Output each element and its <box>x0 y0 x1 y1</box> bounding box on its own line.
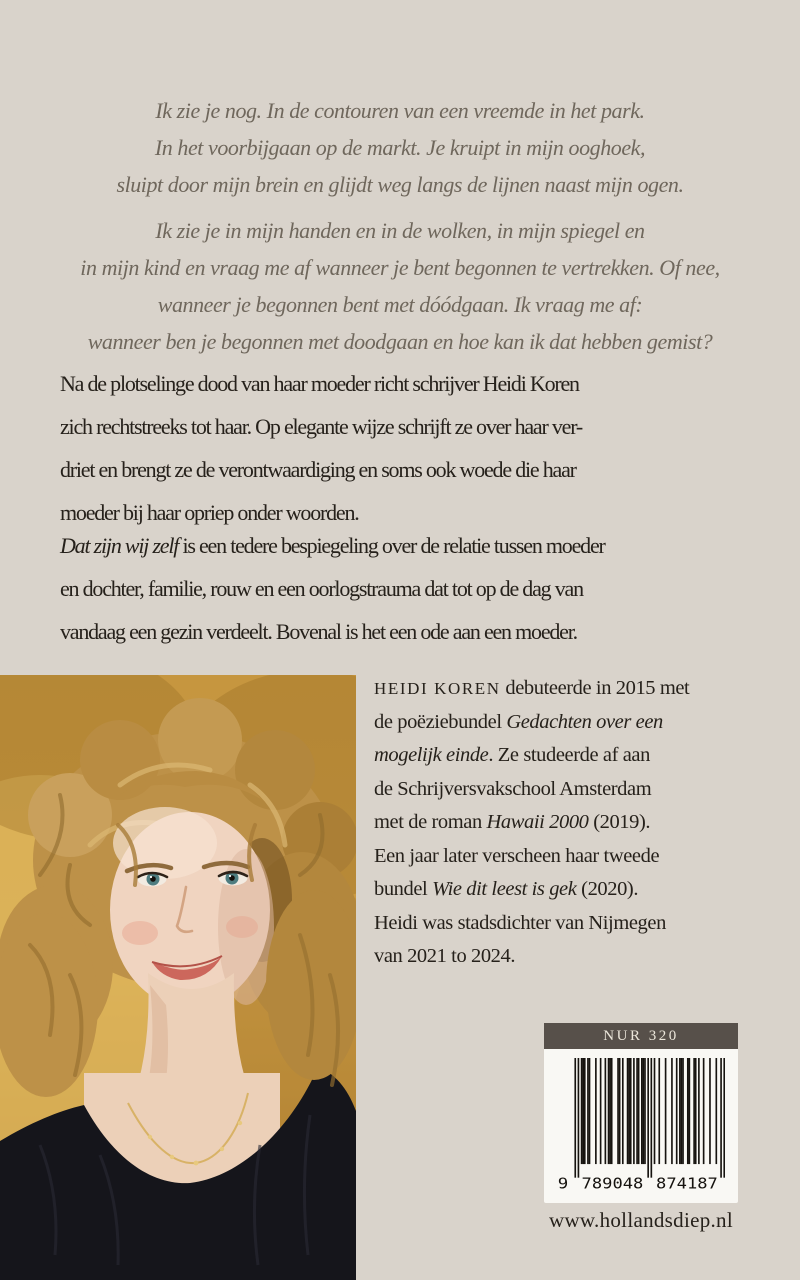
bio-text: Heidi was stadsdichter van Nijmegen <box>374 911 666 934</box>
bio-text: bundel <box>374 878 433 900</box>
author-name-smallcaps: HEIDI KOREN <box>374 679 501 698</box>
publisher-website: www.hollandsdiep.nl <box>549 1208 733 1232</box>
bio-text: (2019). <box>588 811 651 833</box>
book-title-inline: mogelijk einde <box>374 744 489 766</box>
bio-text: de Schrijversvakschool Amsterdam <box>374 777 652 800</box>
right-eye <box>219 871 248 886</box>
bio-text: Een jaar later verscheen haar tweede <box>374 844 660 867</box>
bio-line <box>374 907 746 941</box>
poem-line: In het voorbijgaan op de markt. Je kruipt in mijn ooghoek, <box>154 135 646 160</box>
description-line: driet en brengt ze de verontwaardiging en soms ook woede die haar <box>60 457 576 482</box>
barcode-box <box>544 1049 738 1203</box>
bio-line <box>374 706 746 740</box>
bio-text: . Ze studeerde af aan <box>488 744 650 766</box>
description-line: Na de plotselinge dood van haar moeder richt schrijver Heidi Koren <box>60 371 579 396</box>
bio-line <box>374 739 746 773</box>
description-paragraph-2 <box>60 524 750 653</box>
description-line <box>60 524 750 567</box>
svg-text:789048: 789048 <box>581 1174 644 1193</box>
author-bio <box>374 672 746 974</box>
book-title-inline: Dat zijn wij zelf <box>60 533 179 558</box>
poem-line: in mijn kind en vraag me af wanneer je bent begonnen te vertrekken. Of nee, <box>80 255 720 280</box>
svg-text:9: 9 <box>557 1174 569 1193</box>
poem-line: wanneer ben je begonnen met doodgaan en hoe kan ik dat hebben gemist? <box>87 329 713 354</box>
description-line: vandaag een gezin verdeelt. Bovenal is het een ode aan een moeder. <box>60 619 577 644</box>
bio-text: van 2021 to 2024. <box>374 945 516 967</box>
svg-text:874187: 874187 <box>656 1174 718 1193</box>
description-paragraph-1 <box>60 362 750 534</box>
poem-line: Ik zie je nog. In de contouren van een vreemde in het park. <box>155 98 645 123</box>
poem-line: wanneer je begonnen bent met dóódgaan. Ik vraag me af: <box>157 292 643 317</box>
bio-line <box>374 806 746 840</box>
description-text: is een tedere bespiegeling over de relatie tussen moeder <box>178 533 605 558</box>
poem-stanza-1 <box>0 92 800 203</box>
poem-line: Ik zie je in mijn handen en in de wolken, in mijn spiegel en <box>155 218 645 243</box>
bio-text: (2020). <box>576 878 639 900</box>
poem-line: sluipt door mijn brein en glijdt weg langs de lijnen naast mijn ogen. <box>116 172 684 197</box>
ean13-barcode <box>557 1058 725 1199</box>
author-photo-graphic <box>0 675 356 1280</box>
bio-line <box>374 672 746 706</box>
bio-line <box>374 940 746 974</box>
book-title-inline: Wie dit leest is gek <box>432 878 577 900</box>
description-line: zich rechtstreeks tot haar. Op elegante wijze schrijft ze over haar ver- <box>60 414 583 439</box>
nur-label-bar <box>544 1023 738 1049</box>
book-title-inline: Gedachten over een <box>506 710 663 733</box>
book-title-inline: Hawaii 2000 <box>486 811 589 833</box>
description-line: moeder bij haar opriep onder woorden. <box>60 500 359 525</box>
author-photo <box>0 675 356 1280</box>
bio-line <box>374 873 746 907</box>
bio-line <box>374 840 746 874</box>
bio-text: debuteerde in 2015 met <box>500 677 690 699</box>
bio-line <box>374 773 746 807</box>
nur-label: NUR 320 <box>603 1027 679 1044</box>
bio-text: met de roman <box>374 811 487 833</box>
bio-text: de poëziebundel <box>374 710 507 733</box>
poem-stanza-2 <box>0 212 800 360</box>
description-line: en dochter, familie, rouw en een oorlogstrauma dat tot op de dag van <box>60 576 583 601</box>
